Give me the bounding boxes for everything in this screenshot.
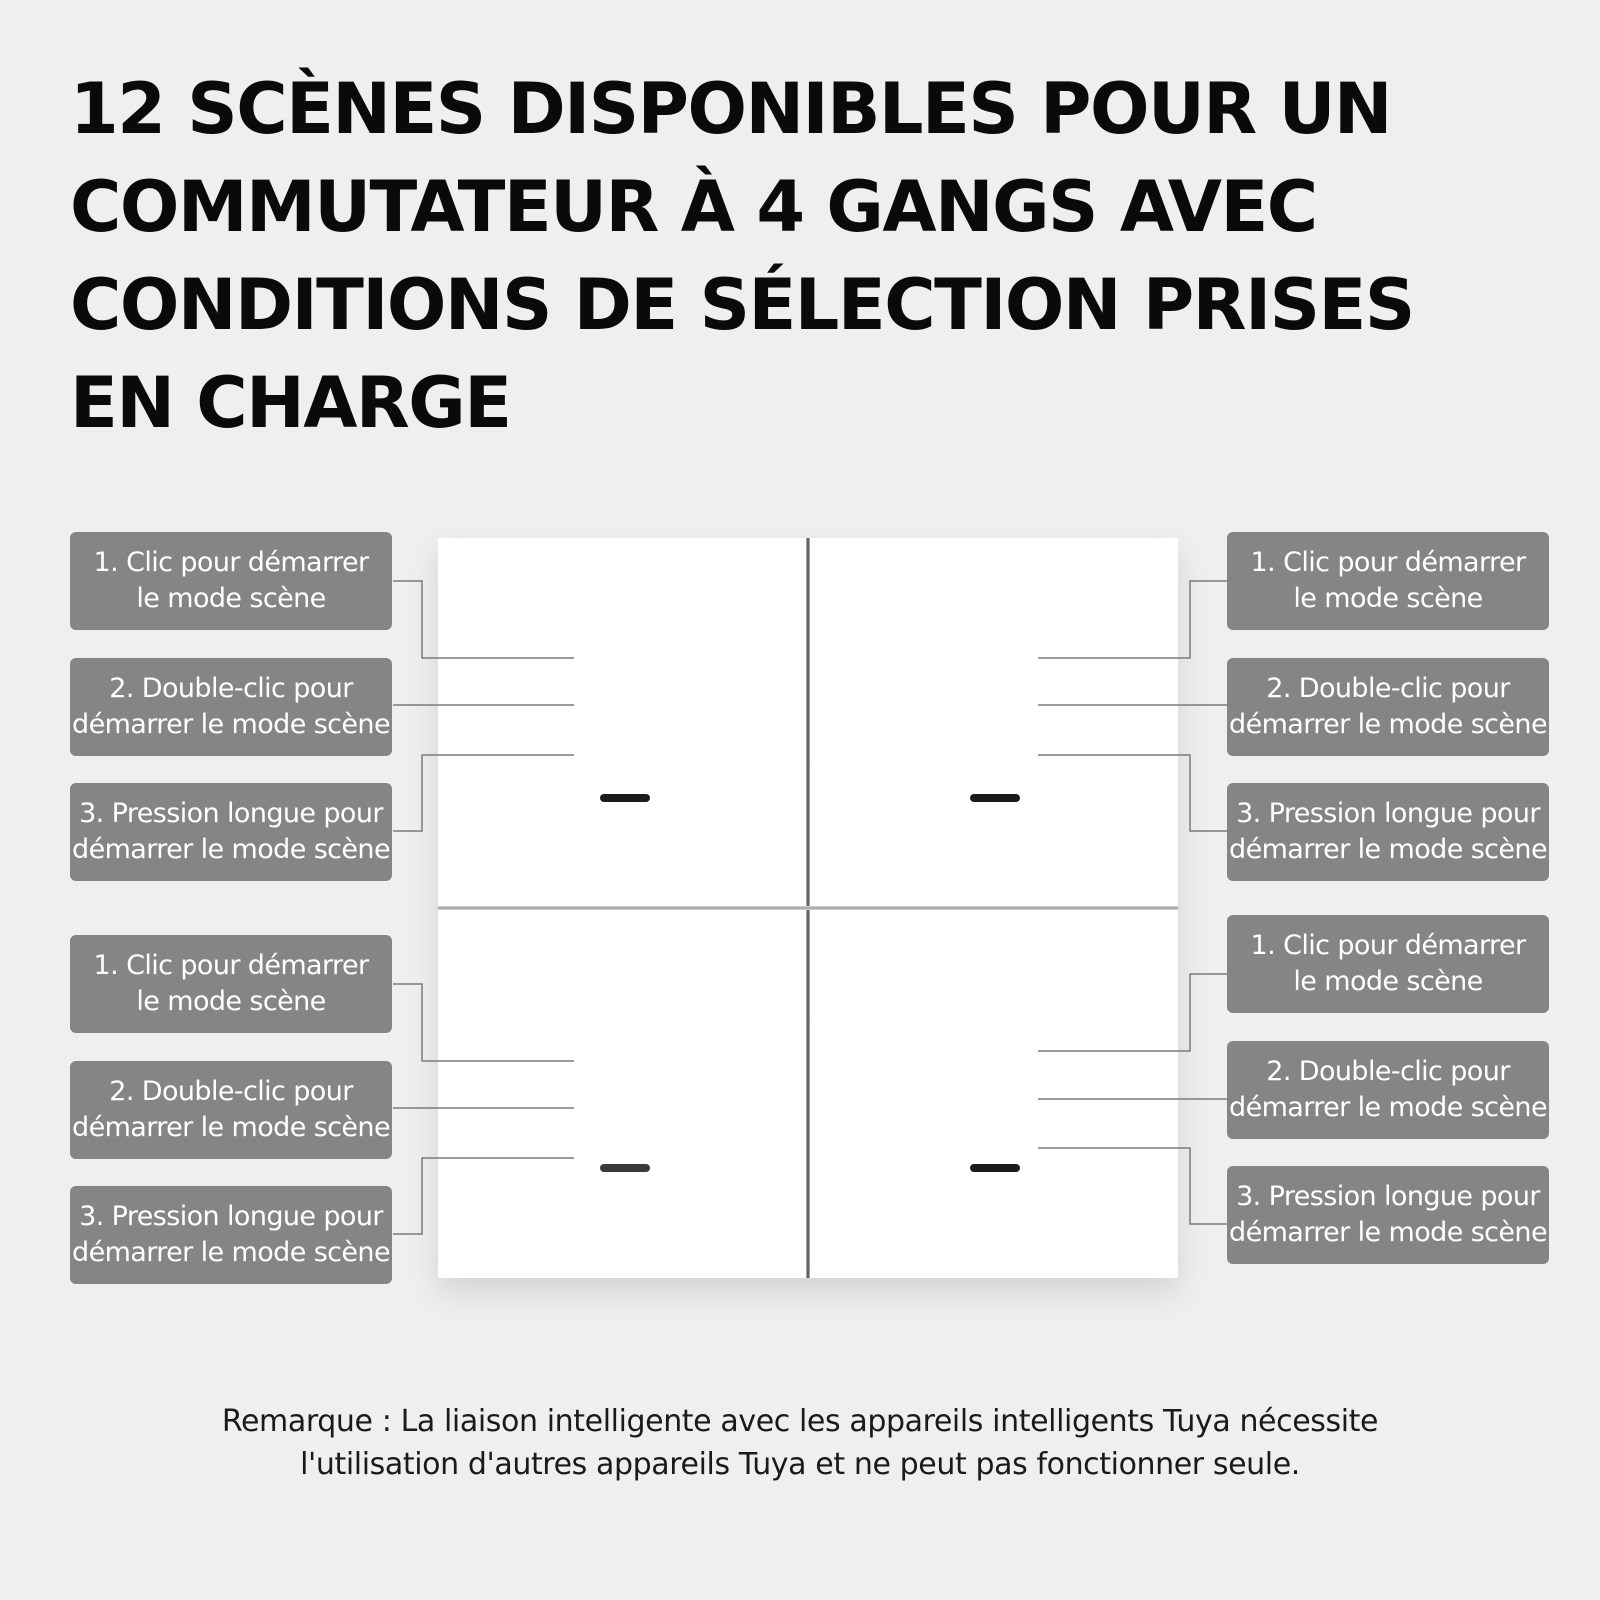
title-line-3: CONDITIONS DE SÉLECTION PRISES	[70, 264, 1414, 346]
label-bottom-left-double-click: 2. Double-clic pour démarrer le mode scène	[70, 1061, 392, 1159]
indicator-led-icon	[970, 794, 1020, 802]
switch-key-top-right[interactable]	[810, 538, 1178, 906]
label-top-right-double-click: 2. Double-clic pour démarrer le mode scène	[1227, 658, 1549, 756]
label-top-right-click: 1. Clic pour démarrer le mode scène	[1227, 532, 1549, 630]
footnote-line-2: l'utilisation d'autres appareils Tuya et ne peut pas fonctionner seule.	[300, 1447, 1300, 1482]
switch-key-bottom-left[interactable]	[438, 910, 806, 1278]
switch-key-bottom-right[interactable]	[810, 910, 1178, 1278]
label-bottom-left-click: 1. Clic pour démarrer le mode scène	[70, 935, 392, 1033]
title-line-4: EN CHARGE	[70, 362, 511, 444]
label-bottom-left-long-press: 3. Pression longue pour démarrer le mode scène	[70, 1186, 392, 1284]
switch-key-top-left[interactable]	[438, 538, 806, 906]
label-top-left-click: 1. Clic pour démarrer le mode scène	[70, 532, 392, 630]
label-top-left-long-press: 3. Pression longue pour démarrer le mode scène	[70, 783, 392, 881]
footnote-line-1: Remarque : La liaison intelligente avec les appareils intelligents Tuya nécessite	[221, 1404, 1379, 1439]
label-bottom-right-click: 1. Clic pour démarrer le mode scène	[1227, 915, 1549, 1013]
page-title	[70, 60, 1550, 452]
switch-panel	[438, 538, 1178, 1278]
title-line-2: COMMUTATEUR À 4 GANGS AVEC	[70, 166, 1317, 248]
indicator-led-icon	[600, 1164, 650, 1172]
label-top-right-long-press: 3. Pression longue pour démarrer le mode scène	[1227, 783, 1549, 881]
indicator-led-icon	[970, 1164, 1020, 1172]
title-line-1: 12 SCÈNES DISPONIBLES POUR UN	[70, 68, 1391, 150]
label-top-left-double-click: 2. Double-clic pour démarrer le mode scène	[70, 658, 392, 756]
label-bottom-right-double-click: 2. Double-clic pour démarrer le mode scène	[1227, 1041, 1549, 1139]
indicator-led-icon	[600, 794, 650, 802]
label-bottom-right-long-press: 3. Pression longue pour démarrer le mode scène	[1227, 1166, 1549, 1264]
footnote	[100, 1400, 1500, 1486]
key-divider-horizontal	[438, 906, 1178, 910]
